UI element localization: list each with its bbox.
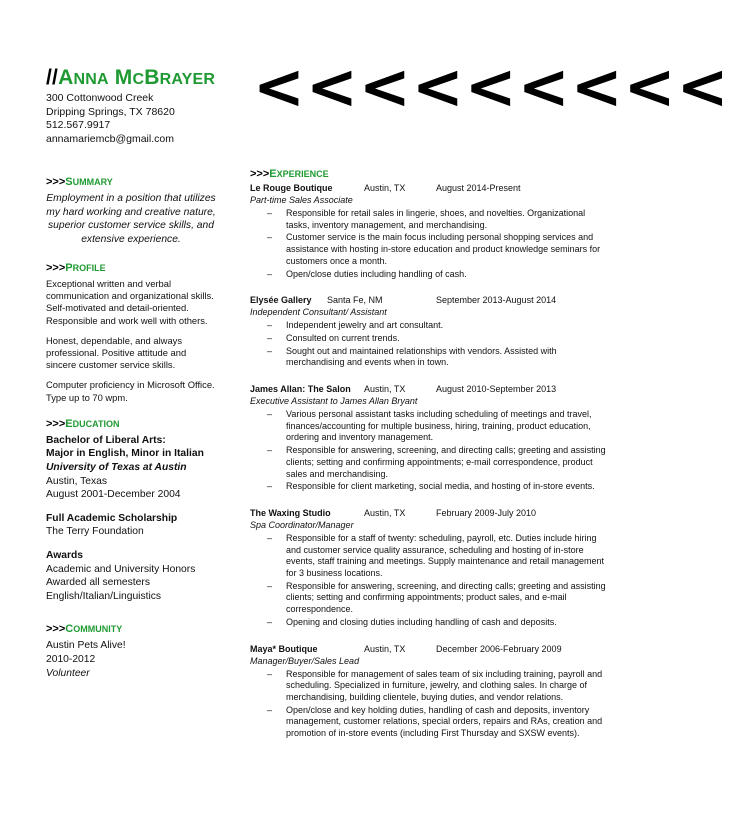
address-line-2: Dripping Springs, TX 78620 bbox=[46, 105, 175, 118]
summary-heading bbox=[46, 176, 216, 188]
community-org: Austin Pets Alive! bbox=[46, 640, 126, 652]
name-last-initial2: B bbox=[144, 66, 160, 89]
contact-block bbox=[46, 92, 216, 146]
profile-heading-initial: P bbox=[65, 262, 73, 274]
job-entry bbox=[250, 383, 610, 493]
experience-heading bbox=[250, 168, 610, 180]
profile-heading-rest: ROFILE bbox=[72, 263, 106, 273]
community-heading-initial: C bbox=[65, 623, 74, 636]
profile-heading bbox=[46, 262, 216, 274]
job-dates: August 2010-September 2013 bbox=[436, 384, 557, 395]
job-header bbox=[250, 643, 610, 655]
job-role: Manager/Buyer/Sales Lead bbox=[250, 655, 360, 666]
name-first-initial: A bbox=[58, 66, 74, 89]
job-header bbox=[250, 294, 610, 306]
job-duties bbox=[250, 409, 610, 493]
profile-paragraph: Computer proficiency in Microsoft Office. Type up to 70 wpm. bbox=[46, 379, 215, 403]
school-dates: August 2001-December 2004 bbox=[46, 489, 181, 501]
job-location: Austin, TX bbox=[364, 507, 406, 518]
job-duty: – Sought out and maintained relationships with vendors. Assisted with merchandising and events when in town. bbox=[250, 346, 610, 369]
awards-title: Awards bbox=[46, 549, 84, 561]
job-role: Part-time Sales Associate bbox=[250, 195, 353, 205]
education-heading-initial: E bbox=[65, 417, 73, 430]
job-dates: February 2009-July 2010 bbox=[436, 507, 537, 518]
degree: Bachelor of Liberal Arts: bbox=[46, 434, 166, 446]
profile-heading-prefix: >>> bbox=[46, 262, 66, 274]
job-duty: – Opening and closing duties including handling of cash and deposits. bbox=[250, 617, 610, 629]
community-block bbox=[46, 639, 216, 680]
job-role: Spa Coordinator/Manager bbox=[250, 519, 354, 530]
community-heading bbox=[46, 623, 216, 635]
name-first-rest: NNA bbox=[73, 71, 109, 88]
name-last-initial: M bbox=[114, 66, 133, 89]
experience-heading-rest: XPERIENCE bbox=[276, 169, 329, 179]
job-duties bbox=[250, 208, 610, 280]
major: Major in English, Minor in Italian bbox=[46, 448, 204, 460]
job-role: Independent Consultant/ Assistant bbox=[250, 307, 387, 318]
award-item: Academic and University Honors bbox=[46, 563, 196, 575]
decorative-chevrons: <<<<<<<<< bbox=[253, 50, 730, 123]
job-header bbox=[250, 507, 610, 519]
summary-heading-rest: UMMARY bbox=[72, 177, 113, 187]
applicant-name bbox=[46, 66, 216, 90]
job-header bbox=[250, 383, 610, 395]
job-dates: August 2014-Present bbox=[436, 183, 521, 193]
job-duty: – Responsible for management of sales team of six including training, payroll and scheduling. Specialized in furniture, jewelry, and clothing sales. In charge of merchandising, building clientele, buying duties, and vendor relations. bbox=[250, 669, 610, 704]
job-company: Elysée Gallery bbox=[250, 295, 312, 306]
name-last-rest: RAYER bbox=[159, 71, 216, 88]
job-company: Maya* Boutique bbox=[250, 643, 318, 654]
job-duty: – Responsible for retail sales in lingerie, shoes, and novelties. Organizational tasks, inventory management, and merchandising. bbox=[250, 208, 610, 231]
job-dates: December 2006-February 2009 bbox=[436, 643, 562, 654]
job-header bbox=[250, 182, 610, 194]
community-heading-prefix: >>> bbox=[46, 623, 66, 636]
job-location: Santa Fe, NM bbox=[327, 295, 383, 306]
experience-heading-prefix: >>> bbox=[250, 168, 270, 180]
job-role: Executive Assistant to James Allan Bryant bbox=[250, 396, 418, 407]
award-item: English/Italian/Linguistics bbox=[46, 590, 162, 602]
job-company: Le Rouge Boutique bbox=[250, 183, 333, 193]
education-block bbox=[46, 434, 216, 604]
address-line-1: 300 Cottonwood Creek bbox=[46, 92, 154, 104]
job-duty: – Independent jewelry and art consultant. bbox=[250, 320, 610, 332]
job-duty: – Consulted on current trends. bbox=[250, 333, 610, 345]
phone-number: 512.567.9917 bbox=[46, 119, 111, 131]
job-duty: – Responsible for answering, screening, and directing calls; greeting and assisting clients; setting and confirming appointments; product sales, and e-mail correspondence. bbox=[250, 581, 610, 616]
profile-paragraph: Exceptional written and verbal communication and organizational skills. Self-motivated and detail-oriented. Responsible and work well with others. bbox=[46, 278, 214, 326]
experience-heading-initial: E bbox=[269, 168, 277, 180]
school-city: Austin, Texas bbox=[46, 475, 108, 487]
name-last-mid: C bbox=[132, 71, 145, 88]
job-duty: – Open/close duties including handling of cash. bbox=[250, 269, 610, 281]
job-duty: – Responsible for answering, screening, and directing calls; greeting and assisting clients; setting and confirming appointments; e-mail correspondence, product sales and merchandising. bbox=[250, 445, 610, 480]
job-duty: – Customer service is the main focus including personal shopping services and assistance with hosting in-store education and product knowledge seminars for customers once a month. bbox=[250, 232, 610, 267]
summary-heading-prefix: >>> bbox=[46, 176, 66, 188]
education-heading-prefix: >>> bbox=[46, 417, 66, 430]
job-entry bbox=[250, 507, 610, 629]
job-entry bbox=[250, 643, 610, 740]
job-company: James Allan: The Salon bbox=[250, 384, 351, 395]
job-duties bbox=[250, 320, 610, 369]
job-duty: – Responsible for client marketing, social media, and hosting of in-store events. bbox=[250, 481, 610, 493]
scholarship: Full Academic Scholarship bbox=[46, 512, 178, 524]
education-heading-rest: DUCATION bbox=[72, 418, 120, 429]
education-heading bbox=[46, 418, 216, 430]
community-heading-rest: OMMUNITY bbox=[73, 624, 123, 635]
job-duty: – Open/close and key holding duties, handling of cash and deposits, inventory management, customer relations, special orders, repairs and RAs, creation and promotion of in-store events (including First Thursday and SXSW events). bbox=[250, 705, 610, 740]
summary-heading-initial: S bbox=[65, 176, 73, 188]
summary-text: Employment in a position that utilizes my hard working and creative nature, superior customer service skills, and extensive experience. bbox=[46, 193, 216, 245]
job-location: Austin, TX bbox=[364, 384, 406, 395]
name-prefix: // bbox=[46, 66, 59, 89]
job-entry bbox=[250, 182, 610, 280]
community-role: Volunteer bbox=[46, 667, 90, 679]
community-years: 2010-2012 bbox=[46, 653, 96, 665]
job-duties bbox=[250, 669, 610, 740]
left-column bbox=[46, 66, 216, 680]
foundation: The Terry Foundation bbox=[46, 526, 144, 538]
job-location: Austin, TX bbox=[364, 643, 406, 654]
job-entry bbox=[250, 294, 610, 369]
job-location: Austin, TX bbox=[364, 183, 406, 193]
experience-list bbox=[250, 182, 610, 740]
job-duty: – Responsible for a staff of twenty: scheduling, payroll, etc. Duties include hiring and customer service quality assurance, scheduling and hosting of in-store events, staff training and meetings. Supply maintenance and retail management for 3 business locations. bbox=[250, 533, 610, 580]
right-column bbox=[250, 168, 610, 754]
email-address[interactable]: annamariemcb@gmail.com bbox=[46, 132, 174, 145]
job-duty: – Various personal assistant tasks including scheduling of meetings and travel, finances/accounting for multiple business, hiring, training, product education, ordering and inventory management. bbox=[250, 409, 610, 444]
school: University of Texas at Austin bbox=[46, 462, 187, 474]
job-duties bbox=[250, 533, 610, 629]
job-company: The Waxing Studio bbox=[250, 507, 331, 518]
job-dates: September 2013-August 2014 bbox=[436, 295, 557, 306]
profile-paragraph: Honest, dependable, and always professional. Positive attitude and sincere customer service skills. bbox=[46, 334, 187, 371]
award-item: Awarded all semesters bbox=[46, 577, 150, 589]
